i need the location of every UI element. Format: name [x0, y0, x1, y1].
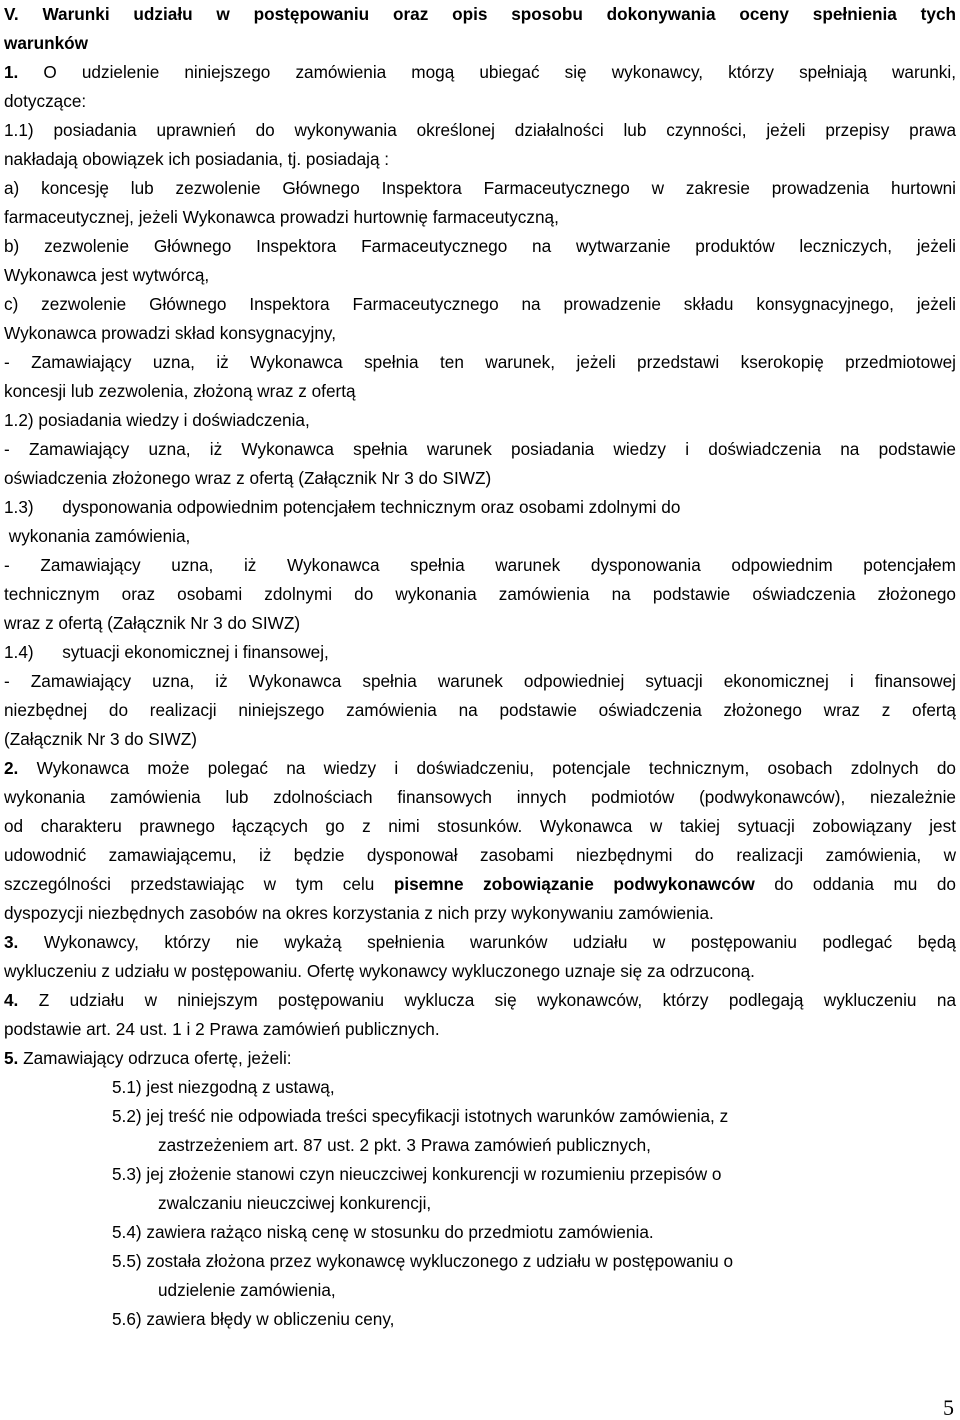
item-1-1-b-line-1: b) zezwolenie Głównego Inspektora Farmaceutycznego na wytwarzanie produktów leczniczych, jeżeli	[4, 236, 956, 256]
item-1-2-line-2: - Zamawiający uzna, iż Wykonawca spełnia warunek posiadania wiedzy i doświadczenia na podstawie	[4, 439, 956, 459]
item-1-1-line-2: nakładają obowiązek ich posiadania, tj. posiadają :	[4, 149, 390, 169]
paragraph-2-number: 2.	[4, 758, 19, 778]
item-1-1-line-1: 1.1) posiadania uprawnień do wykonywania określonej działalności lub czynności, jeżeli przepisy prawa	[4, 120, 956, 140]
paragraph-2-line-4: udowodnić zamawiającemu, iż będzie dysponował zasobami niezbędnymi do realizacji zamówienia, w	[4, 845, 956, 865]
paragraph-3-text: Wykonawcy, którzy nie wykażą spełnienia warunków udziału w postępowaniu podlegać będą	[18, 932, 956, 952]
item-1-1-a-line-1: a) koncesję lub zezwolenie Głównego Inspektora Farmaceutycznego w zakresie prowadzenia hurtowni	[4, 178, 956, 198]
item-5-5-line-1: 5.5) została złożona przez wykonawcę wykluczonego z udziału w postępowaniu o	[112, 1251, 733, 1271]
item-1-3-line-1: 1.3) dysponowania odpowiednim potencjałem technicznym oraz osobami zdolnymi do	[4, 497, 681, 517]
item-1-2-line-1: 1.2) posiadania wiedzy i doświadczenia,	[4, 410, 310, 430]
paragraph-1-text: O udzielenie niniejszego zamówienia mogą ubiegać się wykonawcy, którzy spełniają warunki,	[18, 62, 956, 82]
item-5-6: 5.6) zawiera błędy w obliczeniu ceny,	[112, 1309, 395, 1329]
item-1-4-line-2: - Zamawiający uzna, iż Wykonawca spełnia warunek odpowiedniej sytuacji ekonomicznej i finansowej	[4, 671, 956, 691]
item-1-1-condition-line-1: - Zamawiający uzna, iż Wykonawca spełnia ten warunek, jeżeli przedstawi kserokopię przedmiotowej	[4, 352, 956, 372]
item-5-2-line-1: 5.2) jej treść nie odpowiada treści specyfikacji istotnych warunków zamówienia, z	[112, 1106, 729, 1126]
paragraph-4-line-2: podstawie art. 24 ust. 1 i 2 Prawa zamówień publicznych.	[4, 1019, 440, 1039]
paragraph-2-line-2: wykonania zamówienia lub zdolnościach finansowych innych podmiotów (podwykonawców), niezależnie	[4, 787, 956, 807]
section-heading-line-1: V. Warunki udziału w postępowaniu oraz opis sposobu dokonywania oceny spełnienia tych	[4, 4, 956, 24]
item-5-3-line-1: 5.3) jej złożenie stanowi czyn nieuczciwej konkurencji w rozumieniu przepisów o	[112, 1164, 722, 1184]
paragraph-2-line-5-a: szczególności przedstawiając w tym celu	[4, 874, 394, 894]
item-1-2-line-3: oświadczenia złożonego wraz z ofertą (Załącznik Nr 3 do SIWZ)	[4, 468, 492, 488]
paragraph-2-line-5	[4, 870, 956, 899]
paragraph-5-line-1	[4, 1044, 956, 1073]
item-5-2-line-2: zastrzeżeniem art. 87 ust. 2 pkt. 3 Prawa zamówień publicznych,	[158, 1135, 651, 1155]
paragraph-2-line-3: od charakteru prawnego łączących go z nimi stosunków. Wykonawca w takiej sytuacji zobowiązany jest	[4, 816, 956, 836]
paragraph-1-line-1	[4, 58, 956, 87]
item-1-3-line-5: wraz z ofertą (Załącznik Nr 3 do SIWZ)	[4, 613, 301, 633]
paragraph-2-line-6: dyspozycji niezbędnych zasobów na okres korzystania z nich przy wykonywaniu zamówienia.	[4, 903, 714, 923]
section-heading-line-2: warunków	[4, 33, 89, 53]
item-1-4-line-1: 1.4) sytuacji ekonomicznej i finansowej,	[4, 642, 329, 662]
item-1-3-line-2: wykonania zamówienia,	[4, 526, 191, 546]
document-page	[4, 0, 956, 1334]
item-1-1-c-line-1: c) zezwolenie Głównego Inspektora Farmaceutycznego na prowadzenie składu konsygnacyjnego, jeżeli	[4, 294, 956, 314]
paragraph-2-line-1	[4, 754, 956, 783]
paragraph-3-number: 3.	[4, 932, 19, 952]
page-number: 5	[943, 1395, 954, 1420]
item-1-1-a-line-2: farmaceutycznej, jeżeli Wykonawca prowadzi hurtownię farmaceutyczną,	[4, 207, 559, 227]
paragraph-3-line-2: wykluczeniu z udziału w postępowaniu. Ofertę wykonawcy wykluczonego uznaje się za odrzuconą.	[4, 961, 755, 981]
paragraph-4-text: Z udziału w niniejszym postępowaniu wyklucza się wykonawców, którzy podlegają wykluczeniu na	[18, 990, 956, 1010]
paragraph-3-line-1	[4, 928, 956, 957]
item-1-3-line-3: - Zamawiający uzna, iż Wykonawca spełnia warunek dysponowania odpowiednim potencjałem	[4, 555, 956, 575]
paragraph-5-number: 5.	[4, 1048, 19, 1068]
item-5-4: 5.4) zawiera rażąco niską cenę w stosunku do przedmiotu zamówienia.	[112, 1222, 654, 1242]
paragraph-2-bold-phrase: pisemne zobowiązanie podwykonawców	[393, 874, 755, 894]
item-1-4-line-4: (Załącznik Nr 3 do SIWZ)	[4, 729, 197, 749]
item-1-1-c-line-2: Wykonawca prowadzi skład konsygnacyjny,	[4, 323, 336, 343]
item-5-1: 5.1) jest niezgodną z ustawą,	[112, 1077, 335, 1097]
paragraph-5-text: Zamawiający odrzuca ofertę, jeżeli:	[18, 1048, 292, 1068]
paragraph-4-number: 4.	[4, 990, 19, 1010]
item-1-1-condition-line-2: koncesji lub zezwolenia, złożoną wraz z ofertą	[4, 381, 356, 401]
paragraph-2-text: Wykonawca może polegać na wiedzy i doświadczeniu, potencjale technicznym, osobach zdolnych do	[18, 758, 956, 778]
item-1-1-b-line-2: Wykonawca jest wytwórcą,	[4, 265, 210, 285]
paragraph-2-line-5-b: do oddania mu do	[754, 874, 956, 894]
item-5-5-line-2: udzielenie zamówienia,	[158, 1280, 336, 1300]
paragraph-4-line-1	[4, 986, 956, 1015]
paragraph-1-line-2: dotyczące:	[4, 91, 87, 111]
item-1-4-line-3: niezbędnej do realizacji niniejszego zamówienia na podstawie oświadczenia złożonego wraz z ofertą	[4, 700, 956, 720]
item-1-3-line-4: technicznym oraz osobami zdolnymi do wykonania zamówienia na podstawie oświadczenia złożonego	[4, 584, 956, 604]
item-5-3-line-2: zwalczaniu nieuczciwej konkurencji,	[158, 1193, 432, 1213]
paragraph-1-number: 1.	[4, 62, 19, 82]
